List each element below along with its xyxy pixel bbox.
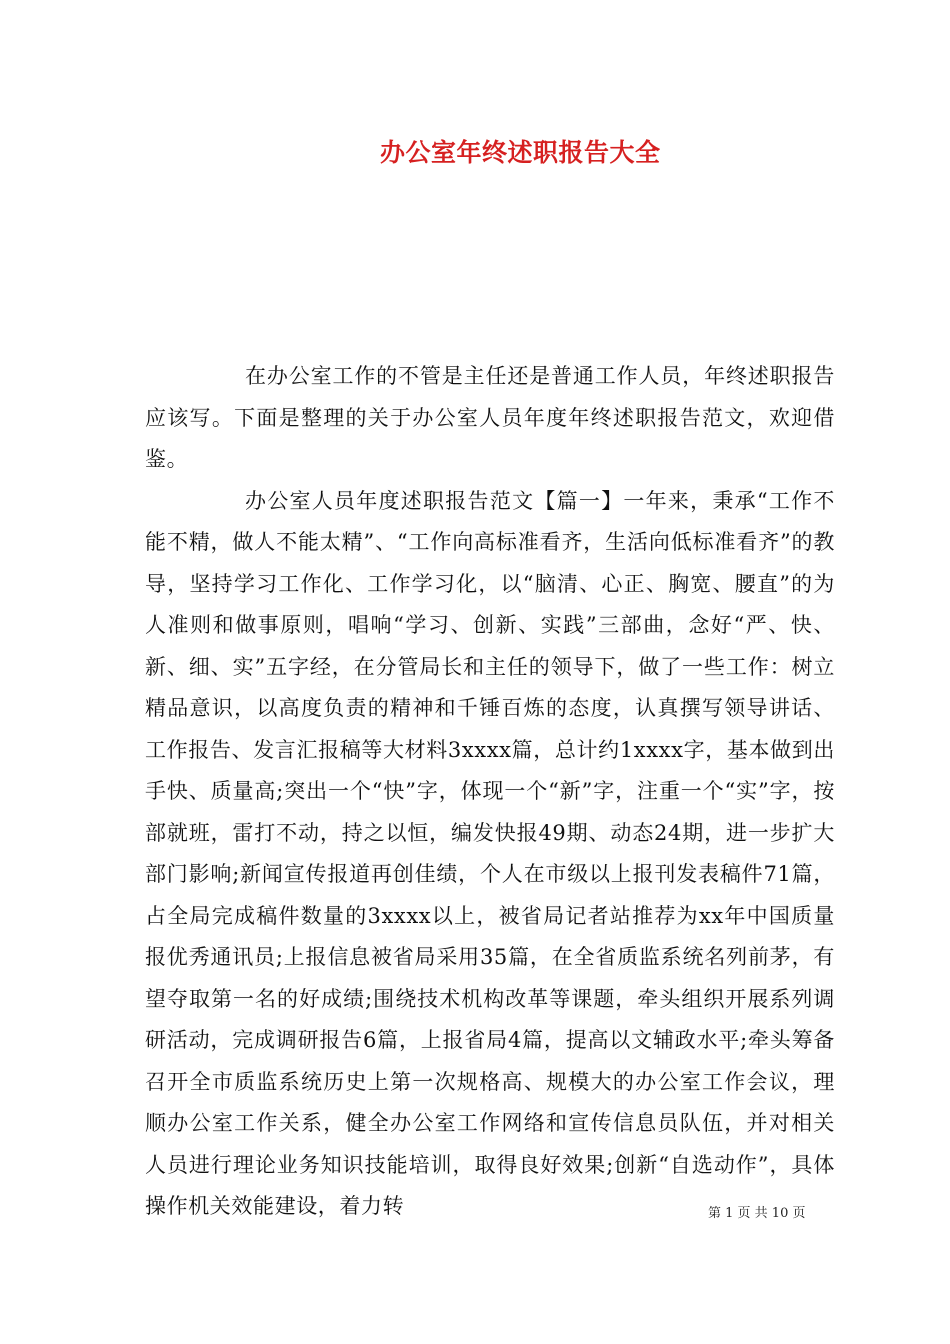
- document-body: [145, 356, 835, 1228]
- document-title: 办公室年终述职报告大全: [380, 138, 661, 167]
- page-number-footer: 第 1 页 共 10 页: [708, 1206, 806, 1221]
- intro-paragraph: 在办公室工作的不管是主任还是普通工作人员，年终述职报告应该写。下面是整理的关于办公室人员年度年终述职报告范文，欢迎借鉴。: [145, 364, 835, 471]
- report-paragraph: 办公室人员年度述职报告范文【篇一】一年来，秉承“工作不能不精，做人不能太精”、“工作向高标准看齐，生活向低标准看齐”的教导，坚持学习工作化、工作学习化，以“脑清、心正、胸宽、腰直”的为人准则和做事原则，唱响“学习、创新、实践”三部曲，念好“严、快、新、细、实”五字经，在分管局长和主任的领导下，做了一些工作：树立精品意识，以高度负责的精神和千锤百炼的态度，认真撰写领导讲话、工作报告、发言汇报稿等大材料3xxxx篇，总计约1xxxx字，基本做到出手快、质量高;突出一个“快”字，体现一个“新”字，注重一个“实”字，按部就班，雷打不动，持之以恒，编发快报49期、动态24期，进一步扩大部门影响;新闻宣传报道再创佳绩，个人在市级以上报刊发表稿件71篇，占全局完成稿件数量的3xxxx以上，被省局记者站推荐为xx年中国质量报优秀通讯员;上报信息被省局采用35篇，在全省质监系统名列前茅，有望夺取第一名的好成绩;围绕技术机构改革等课题，牵头组织开展系列调研活动，完成调研报告6篇，上报省局4篇，提高以文辅政水平;牵头筹备召开全市质监系统历史上第一次规格高、规模大的办公室工作会议，理顺办公室工作关系，健全办公室工作网络和宣传信息员队伍，并对相关人员进行理论业务知识技能培训，取得良好效果;创新“自选动作”，具体操作机关效能建设，着力转: [145, 488, 835, 1218]
